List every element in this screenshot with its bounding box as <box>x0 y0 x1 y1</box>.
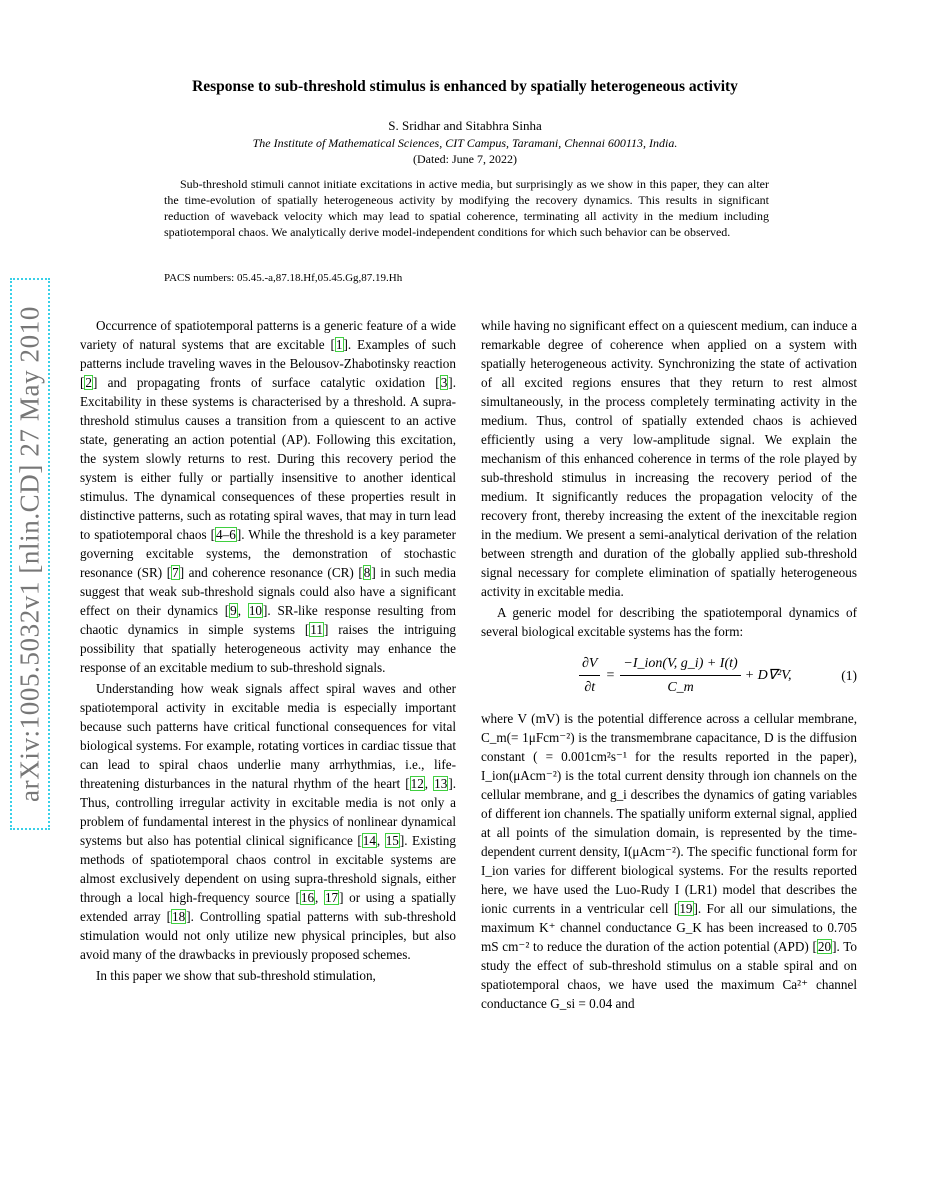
paragraph: where V (mV) is the potential difference across a cellular membrane, C_m(= 1μFcm⁻²) is the transmembrane capacitance, D is the diffusion constant ( = 0.001cm²s⁻¹ for the results reported in the paper), I_ion(μAcm⁻²) is the total current density through ion channels on the cellular membrane, and g_i describes the dynamics of gating variables of different ion channels. The spatially uniform external signal, applied at all points of the simulation domain, is represented by the time-dependent current density, I(μAcm⁻²). The specific functional form for I_ion varies for different biological systems. For the results reported here, we have used the Luo-Rudy I (LR1) model that describes the ionic currents in a ventricular cell [19]. For all our simulations, the maximum K⁺ channel conductance G_K has been increased to 0.705 mS cm⁻² to reduce the duration of the action potential (APD) [20]. To study the effect of sub-threshold stimulus on a stable spiral and on spatiotemporal chaos, we have used the maximum Ca²⁺ channel conductance G_si = 0.04 and <box>481 711 857 1011</box>
abstract: Sub-threshold stimuli cannot initiate excitations in active media, but surprisingly as we show in this paper, they can alter the time-evolution of spatially heterogeneous activity by modifying the recovery dynamics. This results in significant reduction of waveback velocity which may lead to spatial coherence, terminating all activity in the medium including spatiotemporal chaos. We analytically derive model-independent conditions for which such behavior can be observed. <box>164 177 769 239</box>
citation-link[interactable]: 4–6 <box>216 527 236 542</box>
affiliation: The Institute of Mathematical Sciences, CIT Campus, Taramani, Chennai 600113, India. <box>252 136 678 150</box>
citation-link[interactable]: 8 <box>363 565 371 580</box>
citation-link[interactable]: 14 <box>362 833 376 848</box>
citation-link[interactable]: 3 <box>440 375 448 390</box>
citation-link[interactable]: 7 <box>172 565 179 580</box>
pacs-numbers: PACS numbers: 05.45.-a,87.18.Hf,05.45.Gg,87.19.Hh <box>164 272 403 284</box>
equation-1 <box>481 653 857 697</box>
citation-link[interactable]: 10 <box>248 603 262 618</box>
arxiv-stamp <box>10 278 50 830</box>
citation-link[interactable]: 18 <box>172 909 186 924</box>
fraction-lhs: $\frac{\partial V}{\partial t}$ <box>579 654 600 697</box>
citation-link[interactable]: 12 <box>410 776 424 791</box>
citation-link[interactable]: 20 <box>817 939 832 954</box>
paragraph: while having no significant effect on a quiescent medium, can induce a remarkable degree of coherence when applied on a system with spatially heterogeneous activity. Synchronizing the state of activation of all excited regions ensures that they return to rest almost simultaneously, in the process completely terminating activity in the medium. Thus, control of spatially extended chaos is achieved efficiently using a very low-amplitude signal. We explain the mechanism of this enhanced coherence in terms of the role played by sub-threshold stimulus in increasing the recovery period of the medium. It significantly reduces the propagation velocity of the recovery front, thereby increasing the extent of the inexcitable region in the medium. We present a semi-analytical derivation of the relation between strength and duration of the globally applied sub-threshold signal necessary for complete elimination of spatially heterogeneous activity in excitable media. <box>481 318 857 599</box>
date-line: (Dated: June 7, 2022) <box>413 152 517 166</box>
citation-link[interactable]: 9 <box>230 603 237 618</box>
equation-number: (1) <box>841 667 857 683</box>
citation-link[interactable]: 15 <box>385 833 399 848</box>
citation-link[interactable]: 2 <box>85 375 92 390</box>
right-column <box>481 316 857 1015</box>
citation-link[interactable]: 19 <box>679 901 693 916</box>
paragraph: Occurrence of spatiotemporal patterns is a generic feature of a wide variety of natural systems that are excitable [1]. Examples of such patterns include traveling waves in the Belousov-Zhabotinsky reaction [2] and propagating fronts of surface catalytic oxidation [3]. Excitability in these systems is characterised by a threshold. A supra-threshold stimulus causes a transition from a quiescent to an active state, generating an action potential (AP). Following this excitation, the system slowly returns to rest. During this recovery period the system is either fully or partially insensitive to another identical stimulus. The dynamical consequences of these properties result in distinctive patterns, such as rotating spiral waves, that may in turn lead to spatiotemporal chaos [4–6]. While the threshold is a key parameter governing excitable systems, the demonstration of stochastic resonance (SR) [7] and coherence resonance (CR) [8] in such media suggest that weak sub-threshold signals could also have a significant effect on their dynamics [9, 10]. SR-like response resulting from chaotic dynamics in simple systems [11] raises the intriguing possibility that spatially heterogeneous activity may enhance the response of an excitable medium to sub-threshold signals. <box>80 318 457 675</box>
citation-link[interactable]: 13 <box>434 776 448 791</box>
fraction-rhs: $\frac{\text{−I\_ion(V, g\_i) + I(t)}}{C\_m}$ <box>620 654 740 697</box>
authors: S. Sridhar and Sitabhra Sinha <box>388 118 542 133</box>
paragraph: A generic model for describing the spatiotemporal dynamics of several biological excitable systems has the form: <box>481 605 857 639</box>
equation-body: $\frac{\partial V}{\partial t}$ = $\frac{\text{−I\_ion(V, g\_i) + I(t)}}{C\_m}$ + D∇²V, <box>575 654 792 697</box>
paper-title: Response to sub-threshold stimulus is enhanced by spatially heterogeneous activity <box>192 78 738 95</box>
citation-link[interactable]: 11 <box>310 622 323 637</box>
arxiv-identifier: arXiv:1005.5032v1 [nlin.CD] 27 May 2010 <box>14 306 45 802</box>
paragraph: Understanding how weak signals affect spiral waves and other spatiotemporal activity in excitable media is especially important because such patterns have critical functional consequences for vital biological systems. For example, rotating vortices in cardiac tissue that can lead to spiral chaos underlie many arrhythmias, i.e., life-threatening disturbances in the natural rhythm of the heart [12, 13]. Thus, controlling irregular activity in excitable media is not only a problem of fundamental interest in the physics of nonlinear dynamical systems but also has potential clinical significance [14, 15]. Existing methods of spatiotemporal chaos control in excitable systems are almost exclusively dependent on using supra-threshold signals, either through a local high-frequency source [16, 17] or using a spatially extended array [18]. Controlling spatial patterns with sub-threshold stimulation would not only utilize new physical principles, but also avoid many of the drawbacks in previously proposed schemes. <box>80 681 457 962</box>
citation-link[interactable]: 16 <box>300 890 315 905</box>
citation-link[interactable]: 17 <box>324 890 339 905</box>
citation-link[interactable]: 1 <box>335 337 343 352</box>
paragraph: In this paper we show that sub-threshold stimulation, <box>96 968 376 983</box>
left-column <box>80 316 456 987</box>
